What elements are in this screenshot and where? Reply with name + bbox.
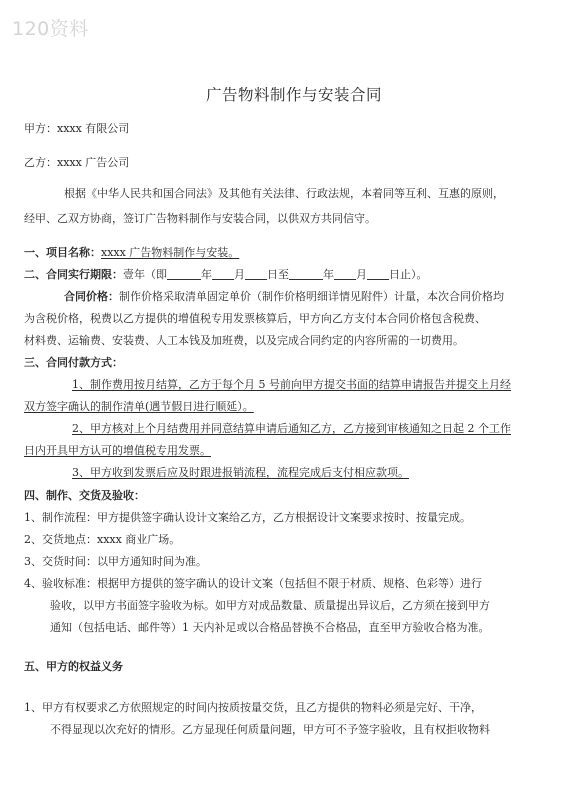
price-line-1 [64,291,504,302]
price-text-1: 制作价格采取清单固定单价（制作价格明细详情见附件）计量，本次合同价格均 [119,290,504,303]
payment-item-1b: 双方签字确认的制作清单(遇节假日进行顺延）。 [24,400,254,413]
party-a: 甲方：xxxx 有限公司 [24,122,130,135]
term-text-2: 年 [201,268,212,281]
blank-year-end [289,268,323,280]
payment-item-3: 3、甲方收到发票后应及时跟进报销流程，流程完成后支付相应款项。 [72,466,409,479]
section-3-label: 三、合同付款方式： [24,356,123,369]
payment-item-2a: 2、甲方核对上个月结费用并同意结算申请后通知乙方，乙方接到审核通知之日起 2 个工作 [72,422,511,435]
delivery-item-1: 1、制作流程：甲方提供签字确认设计文案给乙方，乙方根据设计文案要求按时、按量完成。 [24,511,471,524]
section-1 [24,247,239,258]
term-text-3: 月 [234,268,245,281]
party-b: 乙方：xxxx 广告公司 [24,156,130,169]
payment-item-2b: 日内开具甲方认可的增值税专用发票。 [24,444,211,457]
delivery-item-4c: 通知（包括电话、邮件等）1 天内补足或以合格品替换不合格品，直至甲方验收合格为准。 [50,621,490,634]
delivery-item-4a: 4、验收标准：根据甲方提供的签字确认的设计文案（包括但不限于材质、规格、色彩等）进行 [24,577,482,590]
delivery-item-4b: 验收，以甲方书面签字验收为标。如甲方对成品数量、质量提出异议后，乙方须在接到甲方 [50,599,490,612]
term-text-6: 月 [356,268,367,281]
term-text-7: 日止）。 [389,268,428,281]
project-name: xxxx 广告物料制作与安装。 [101,246,240,259]
intro-line-1: 根据《中华人民共和国合同法》及其他有关法律、行政法规，本着同等互利、互惠的原则， [64,187,504,200]
price-line-3: 材料费、运输费、安装费、人工本钱及加班费，以及完成合同约定的内容所需的一切费用。 [24,334,464,347]
rights-item-1a: 1、甲方有权要求乙方依照规定的时间内按质按量交货，且乙方提供的物料必须是完好、干净， [24,701,482,714]
blank-day-end [367,268,389,280]
term-text-5: 年 [323,268,334,281]
delivery-item-3: 3、交货时间：以甲方通知时间为准。 [24,555,207,568]
blank-year-start [167,268,201,280]
rights-item-1b: 不得显现以次充好的情形。乙方显现任何质量问题，甲方可不予签字验收，且有权拒收物料 [50,723,490,736]
section-5-label: 五、甲方的权益义务 [24,660,123,673]
price-label: 合同价格： [64,290,119,303]
intro-line-2: 经甲、乙双方协商，签订广告物料制作与安装合同，以供双方共同信守。 [24,212,376,225]
term-text-1: 壹年（即 [123,268,167,281]
section-4-label: 四、制作、交货及验收： [24,489,145,502]
blank-day-start [245,268,267,280]
section-2-label: 二、合同实行期限： [24,268,123,281]
blank-month-start [212,268,234,280]
term-text-4: 日至 [267,268,289,281]
delivery-item-2: 2、交货地点：xxxx 商业广场。 [24,533,181,546]
section-1-label: 一、项目名称： [24,246,101,259]
section-2 [24,268,428,280]
price-line-2: 为含税价格，税费以乙方提供的增值税专用发票核算后，甲方向乙方支付本合同价格包含税费、 [24,312,486,325]
blank-month-end [334,268,356,280]
payment-item-1a: 1、制作费用按月结算，乙方于每个月 5 号前向甲方提交书面的结算申请报告并提交上月经 [72,378,511,391]
watermark: 120资料 [12,18,89,40]
document-title: 广告物料制作与安装合同 [206,86,383,104]
